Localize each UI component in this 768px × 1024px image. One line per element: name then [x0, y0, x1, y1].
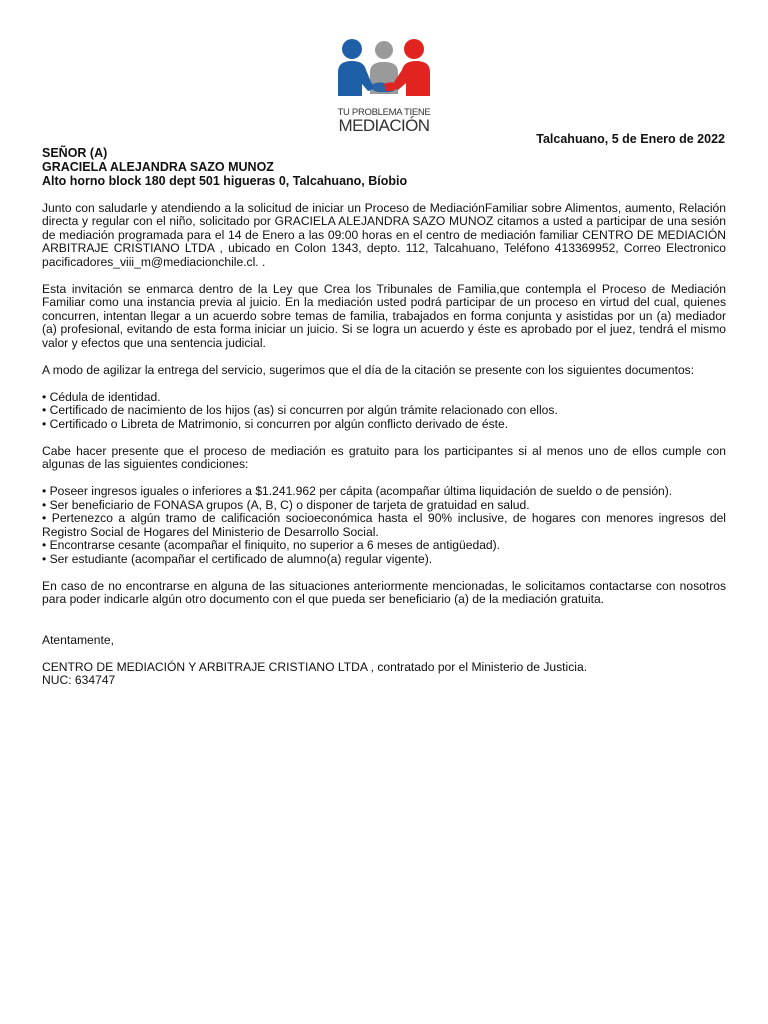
- recipient-block: [42, 146, 726, 188]
- nuc-number: NUC: 634747: [42, 673, 116, 687]
- list-item: • Certificado o Libreta de Matrimonio, si concurren por algún conflicto derivado de éste.: [42, 418, 726, 432]
- letter-date: Talcahuano, 5 de Enero de 2022: [536, 132, 725, 146]
- list-item: • Pertenezco a algún tramo de calificación socioeconómica hasta el 90% inclusive, de hogares con menores ingresos del Registro Social de Hogares del Ministerio de Desarrollo Social.: [42, 512, 726, 539]
- people-icon: [334, 36, 434, 108]
- farewell: Atentamente,: [42, 632, 114, 647]
- list-item: • Poseer ingresos iguales o inferiores a $1.241.962 per cápita (acompañar última liquidación de sueldo o de pensión).: [42, 485, 726, 499]
- list-item: • Encontrarse cesante (acompañar el finiquito, no superior a 6 meses de antigüedad).: [42, 539, 726, 553]
- closing-paragraph: En caso de no encontrarse en alguna de las situaciones anteriormente mencionadas, le solicitamos contactarse con nosotros para poder indicarle algún otro documento con el que pueda ser beneficiario (a) de la mediación gratuita.: [42, 578, 726, 606]
- logo-wordmark: MEDIACIÓN: [338, 116, 430, 135]
- documents-list: [42, 391, 726, 432]
- recipient-address: Alto horno block 180 dept 501 higueras 0, Talcahuano, Bíobio: [42, 174, 408, 188]
- signature-org: CENTRO DE MEDIACIÓN Y ARBITRAJE CRISTIANO LTDA , contratado por el Ministerio de Justicia.: [42, 659, 588, 674]
- recipient-salutation: SEÑOR (A): [42, 146, 108, 160]
- intro-paragraph: Junto con saludarle y atendiendo a la solicitud de iniciar un Proceso de MediaciónFamiliar sobre Alimentos, aumento, Relación directa y regular con el niño, solicitado por GRACIELA ALEJANDRA SAZO MUNOZ citamos a usted a participar de una sesión de mediación programada para el 14 de Enero a las 09:00 horas en el centro de mediación familiar CENTRO DE MEDIACIÓN ARBITRAJE CRISTIANO LTDA , ubicado en Colon 1343, depto. 112, Talcahuano, Teléfono 413369952, Correo Electronico pacificadores_viii_m@mediacionchile.cl. .: [42, 200, 726, 269]
- conditions-list: [42, 485, 726, 566]
- law-paragraph: Esta invitación se enmarca dentro de la Ley que Crea los Tribunales de Familia,que contempla el Proceso de Mediación Familiar como una instancia previa al juicio. En la mediación usted podrá participar de un proceso en virtud del cual, quienes concurren, intentan llegar a un acuerdo sobre temas de familia, trabajados en forma conjunta y asistidas por un (a) mediador (a) profesional, evitando de esta forma iniciar un juicio. Si se logra un acuerdo y éste es aprobado por el juez, tendrá el mismo valor y efectos que una sentencia judicial.: [42, 281, 726, 350]
- logo-tagline: TU PROBLEMA TIENE: [337, 107, 431, 118]
- list-item: • Ser estudiante (acompañar el certificado de alumno(a) regular vigente).: [42, 553, 726, 567]
- letter-content: [42, 146, 726, 688]
- list-item: • Cédula de identidad.: [42, 391, 726, 405]
- mediacion-logo: [334, 36, 434, 134]
- list-item: • Ser beneficiario de FONASA grupos (A, B, C) o disponer de tarjeta de gratuidad en salud.: [42, 499, 726, 513]
- recipient-name: GRACIELA ALEJANDRA SAZO MUNOZ: [42, 160, 274, 174]
- docs-intro-paragraph: A modo de agilizar la entrega del servicio, sugerimos que el día de la citación se presente con los siguientes documentos:: [42, 362, 695, 377]
- free-intro-paragraph: Cabe hacer presente que el proceso de mediación es gratuito para los participantes si al menos uno de ellos cumple con algunas de las siguientes condiciones:: [42, 443, 726, 471]
- list-item: • Certificado de nacimiento de los hijos (as) si concurren por algún trámite relacionado con ellos.: [42, 404, 726, 418]
